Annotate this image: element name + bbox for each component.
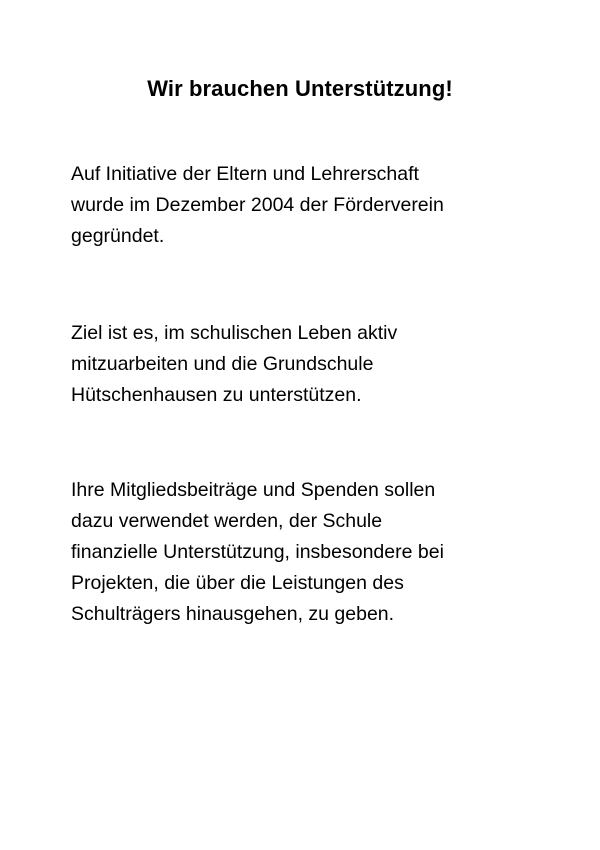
- paragraph-line: Ihre Mitgliedsbeiträge und Spenden sollen: [71, 479, 436, 501]
- paragraph-contributions: [71, 475, 541, 630]
- paragraph-line: Auf Initiative der Eltern und Lehrerschaft: [71, 163, 419, 185]
- paragraph-line: mitzuarbeiten und die Grundschule: [71, 353, 374, 375]
- paragraph-line: Hütschenhausen zu unterstützen.: [71, 384, 362, 406]
- document-title: Wir brauchen Unterstützung!: [147, 76, 453, 101]
- paragraph-founding: [71, 159, 541, 252]
- paragraph-line: Projekten, die über die Leistungen des: [71, 572, 404, 594]
- paragraph-line: Ziel ist es, im schulischen Leben aktiv: [71, 322, 398, 344]
- paragraph-line: finanzielle Unterstützung, insbesondere bei: [71, 541, 444, 563]
- paragraph-line: wurde im Dezember 2004 der Förderverein: [71, 194, 444, 216]
- paragraph-goal: [71, 318, 541, 411]
- paragraph-line: Schulträgers hinausgehen, zu geben.: [71, 603, 395, 625]
- paragraph-line: dazu verwendet werden, der Schule: [71, 510, 383, 532]
- paragraph-line: gegründet.: [71, 225, 165, 247]
